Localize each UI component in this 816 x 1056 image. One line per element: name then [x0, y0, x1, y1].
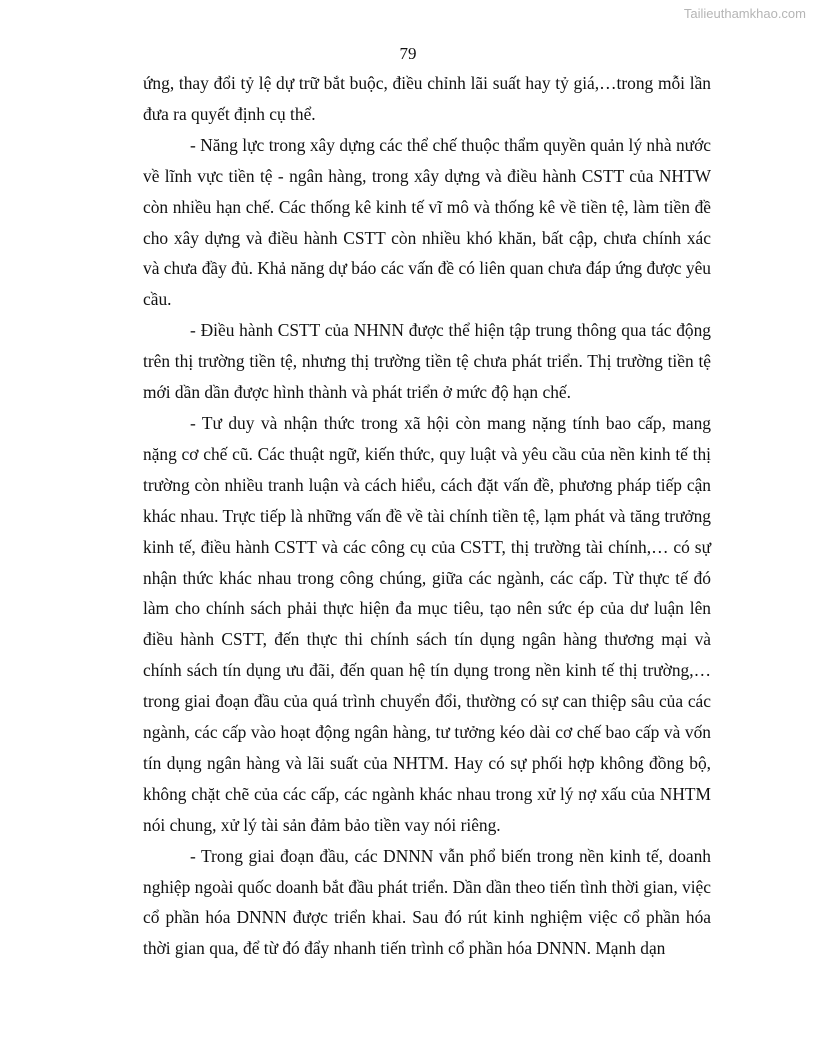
paragraph: - Trong giai đoạn đầu, các DNNN vẫn phổ biến trong nền kinh tế, doanh nghiệp ngoài quốc doanh bắt đầu phát triển. Dần dần theo tiến tình thời gian, việc cổ phần hóa DNNN được triển khai. Sau đó rút kinh nghiệm việc cổ phần hóa thời gian qua, để từ đó đẩy nhanh tiến trình cổ phần hóa DNNN. Mạnh dạn: [143, 845, 711, 959]
page-number: 79: [399, 44, 417, 63]
paragraph: ứng, thay đổi tỷ lệ dự trữ bắt buộc, điều chỉnh lãi suất hay tỷ giá,…trong mỗi lần đưa ra quyết định cụ thể.: [143, 73, 711, 124]
document-body: [143, 68, 711, 964]
paragraph: - Tư duy và nhận thức trong xã hội còn mang nặng tính bao cấp, mang nặng cơ chế cũ. Các thuật ngữ, kiến thức, quy luật và yêu cầu của nền kinh tế thị trường còn nhiều tranh luận và cách hiểu, cách đặt vấn đề, phương pháp tiếp cận khác nhau. Trực tiếp là những vấn đề về tài chính tiền tệ, lạm phát và tăng trưởng kinh tế, điều hành CSTT và các công cụ của CSTT, thị trường tài chính,… có sự nhận thức khác nhau trong công chúng, giữa các ngành, các cấp. Từ thực tế đó làm cho chính sách phải thực hiện đa mục tiêu, tạo nên sức ép của dư luận lên điều hành CSTT, đến thực thi chính sách tín dụng ngân hàng thương mại và chính sách tín dụng ưu đãi, đến quan hệ tín dụng trong nền kinh tế thị trường,… trong giai đoạn đầu của quá trình chuyển đổi, thường có sự can thiệp sâu của các ngành, các cấp vào hoạt động ngân hàng, tư tưởng kéo dài cơ chế bao cấp và vốn tín dụng ngân hàng và lãi suất của NHTM. Hay có sự phối hợp không đồng bộ, không chặt chẽ của các cấp, các ngành khác nhau trong xử lý nợ xấu của NHTM nói chung, xử lý tài sản đảm bảo tiền vay nói riêng.: [143, 412, 711, 835]
paragraph: - Điều hành CSTT của NHNN được thể hiện tập trung thông qua tác động trên thị trường tiền tệ, nhưng thị trường tiền tệ chưa phát triển. Thị trường tiền tệ mới dần dần được hình thành và phát triển ở mức độ hạn chế.: [143, 320, 711, 403]
watermark: Tailieuthamkhao.com: [683, 6, 806, 21]
paragraph: - Năng lực trong xây dựng các thể chế thuộc thẩm quyền quản lý nhà nước về lĩnh vực tiền tệ - ngân hàng, trong xây dựng và điều hành CSTT của NHTW còn nhiều hạn chế. Các thống kê kinh tế vĩ mô và thống kê về tiền tệ, làm tiền đề cho xây dựng và điều hành CSTT còn nhiều khó khăn, bất cập, chưa chính xác và chưa đầy đủ. Khả năng dự báo các vấn đề có liên quan chưa đáp ứng được yêu cầu.: [143, 134, 711, 310]
